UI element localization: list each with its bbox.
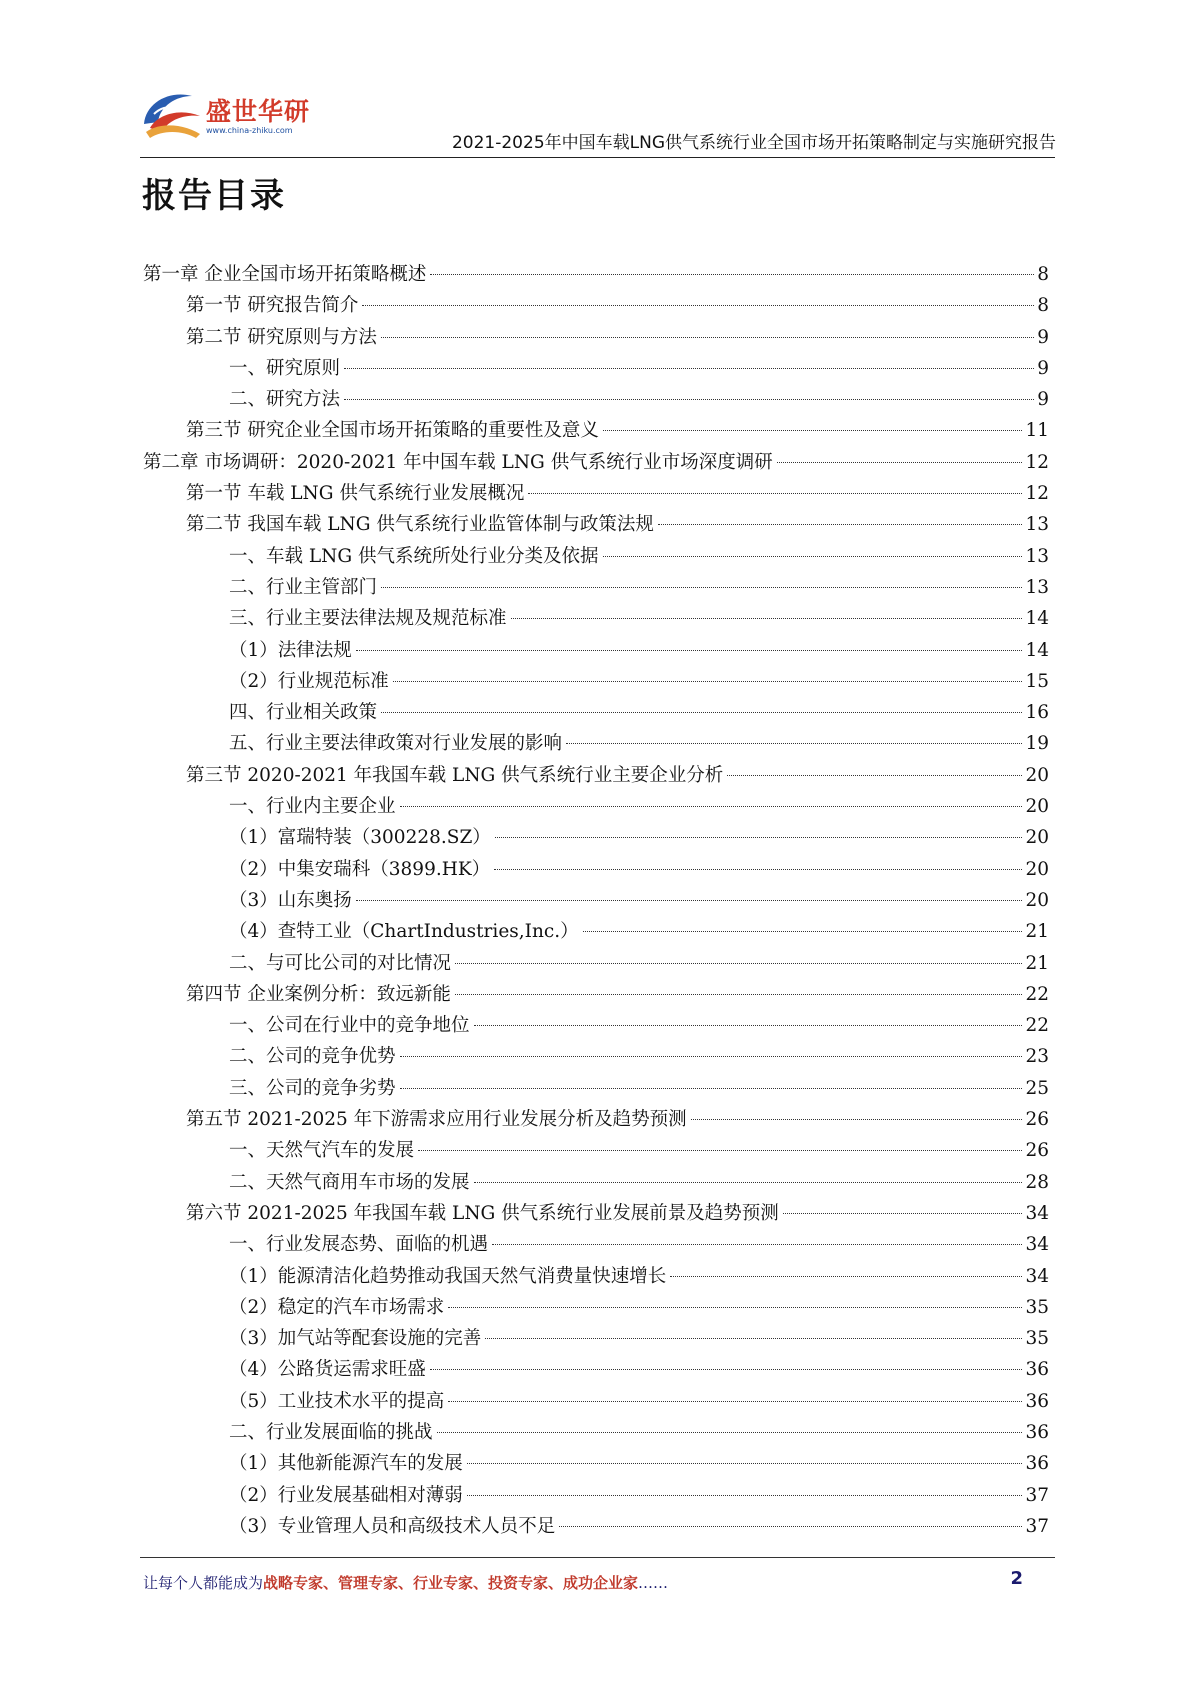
report-title: 2021-2025年中国车载LNG供气系统行业全国市场开拓策略制定与实施研究报告: [451, 133, 1056, 153]
toc-entry[interactable]: [143, 1293, 1049, 1324]
toc-entry-page: 12: [1025, 483, 1049, 505]
toc-entry[interactable]: [143, 1481, 1049, 1512]
toc-dot-leader: [448, 1401, 1022, 1402]
toc-entry-page: 34: [1025, 1234, 1049, 1256]
toc-entry-page: 36: [1025, 1453, 1049, 1475]
toc-entry-title: （4）查特工业（ChartIndustries,Inc.）: [229, 921, 579, 943]
toc-entry-page: 37: [1025, 1484, 1049, 1506]
toc-entry[interactable]: [143, 1136, 1049, 1167]
toc-dot-leader: [783, 1213, 1023, 1214]
toc-entry-title: 第六节 2021-2025 年我国车载 LNG 供气系统行业发展前景及趋势预测: [186, 1202, 779, 1224]
toc-dot-leader: [381, 337, 1034, 338]
toc-entry-title: 三、公司的竞争劣势: [229, 1077, 396, 1099]
toc-dot-leader: [418, 1150, 1022, 1151]
toc-dot-leader: [691, 1119, 1023, 1120]
toc-entry[interactable]: [143, 1512, 1049, 1543]
toc-entry[interactable]: [143, 1105, 1049, 1136]
toc-entry-title: 一、行业发展态势、面临的机遇: [229, 1234, 489, 1256]
toc-dot-leader: [356, 900, 1023, 901]
toc-entry[interactable]: [143, 698, 1049, 729]
toc-dot-leader: [492, 1244, 1022, 1245]
toc-entry[interactable]: [143, 1449, 1049, 1480]
toc-dot-leader: [467, 1495, 1023, 1496]
toc-dot-leader: [528, 493, 1022, 494]
toc-entry-title: 二、行业主管部门: [229, 576, 378, 598]
toc-entry[interactable]: [143, 636, 1049, 667]
toc-entry-page: 8: [1037, 295, 1049, 317]
toc-entry-title: 第一节 研究报告简介: [186, 295, 359, 317]
table-of-contents: [143, 260, 1049, 1543]
toc-entry[interactable]: [143, 886, 1049, 917]
page-title: 报告目录: [142, 176, 286, 216]
toc-entry-page: 14: [1025, 639, 1049, 661]
toc-entry-title: （2）稳定的汽车市场需求: [229, 1296, 445, 1318]
toc-entry-page: 23: [1025, 1046, 1049, 1068]
toc-entry-title: 第二节 研究原则与方法: [186, 326, 377, 348]
toc-entry-page: 12: [1025, 451, 1049, 473]
footer-emphasis: 战略专家、管理专家、行业专家、投资专家、成功企业家: [263, 1574, 639, 1592]
toc-entry-title: 四、行业相关政策: [229, 702, 378, 724]
toc-entry-page: 36: [1025, 1421, 1049, 1443]
toc-dot-leader: [485, 1338, 1022, 1339]
toc-entry[interactable]: [143, 385, 1049, 416]
toc-entry-title: （1）其他新能源汽车的发展: [229, 1453, 463, 1475]
toc-entry[interactable]: [143, 667, 1049, 698]
toc-entry-page: 15: [1025, 670, 1049, 692]
toc-entry-title: 一、天然气汽车的发展: [229, 1140, 415, 1162]
toc-entry-page: 26: [1025, 1140, 1049, 1162]
toc-entry-page: 28: [1025, 1171, 1049, 1193]
toc-entry[interactable]: [143, 479, 1049, 510]
toc-entry-title: （1）富瑞特装（300228.SZ）: [229, 827, 491, 849]
toc-dot-leader: [381, 587, 1022, 588]
toc-dot-leader: [448, 1307, 1022, 1308]
toc-dot-leader: [455, 994, 1023, 995]
toc-entry-page: 20: [1025, 827, 1049, 849]
toc-dot-leader: [474, 1025, 1023, 1026]
toc-dot-leader: [400, 1056, 1023, 1057]
toc-entry-title: 第三节 2020-2021 年我国车载 LNG 供气系统行业主要企业分析: [186, 764, 724, 786]
toc-entry[interactable]: [143, 1418, 1049, 1449]
toc-dot-leader: [344, 368, 1034, 369]
toc-entry[interactable]: [143, 1324, 1049, 1355]
toc-entry-title: （4）公路货运需求旺盛: [229, 1359, 426, 1381]
toc-entry-title: （2）行业规范标准: [229, 670, 389, 692]
toc-entry[interactable]: [143, 323, 1049, 354]
toc-dot-leader: [494, 869, 1022, 870]
toc-entry-page: 21: [1025, 952, 1049, 974]
toc-entry[interactable]: [143, 542, 1049, 573]
toc-entry-page: 26: [1025, 1109, 1049, 1131]
toc-dot-leader: [467, 1463, 1023, 1464]
toc-entry-title: （2）中集安瑞科（3899.HK）: [229, 858, 491, 880]
toc-entry-title: 五、行业主要法律政策对行业发展的影响: [229, 733, 563, 755]
toc-dot-leader: [430, 1369, 1023, 1370]
toc-entry[interactable]: [143, 1199, 1049, 1230]
toc-entry-page: 13: [1025, 514, 1049, 536]
toc-entry-page: 9: [1037, 389, 1049, 411]
toc-dot-leader: [670, 1276, 1022, 1277]
toc-entry-title: 第一章 企业全国市场开拓策略概述: [143, 264, 427, 285]
toc-entry-page: 21: [1025, 921, 1049, 943]
toc-entry[interactable]: [143, 510, 1049, 541]
brand-url: www.china-zhiku.com: [206, 126, 293, 135]
toc-entry[interactable]: [143, 792, 1049, 823]
toc-dot-leader: [362, 305, 1034, 306]
toc-entry-title: 第三节 研究企业全国市场开拓策略的重要性及意义: [186, 420, 599, 442]
toc-entry-page: 22: [1025, 983, 1049, 1005]
toc-dot-leader: [658, 524, 1023, 525]
toc-entry-page: 13: [1025, 545, 1049, 567]
toc-entry[interactable]: [143, 1230, 1049, 1261]
toc-entry[interactable]: [143, 573, 1049, 604]
toc-entry[interactable]: [143, 1042, 1049, 1073]
toc-entry[interactable]: [143, 1262, 1049, 1293]
toc-dot-leader: [474, 1182, 1023, 1183]
toc-entry-title: 一、行业内主要企业: [229, 796, 396, 818]
brand-name: 盛世华研: [206, 97, 311, 126]
toc-entry-title: 一、车载 LNG 供气系统所处行业分类及依据: [229, 545, 599, 567]
toc-entry-page: 11: [1025, 420, 1049, 442]
toc-entry[interactable]: [143, 980, 1049, 1011]
toc-dot-leader: [777, 462, 1023, 463]
footer-divider: [140, 1557, 1055, 1558]
toc-dot-leader: [566, 743, 1022, 744]
toc-dot-leader: [583, 931, 1023, 932]
toc-entry-page: 35: [1025, 1328, 1049, 1350]
toc-dot-leader: [400, 806, 1023, 807]
toc-entry-title: 第二节 我国车载 LNG 供气系统行业监管体制与政策法规: [186, 514, 654, 536]
toc-entry-title: 第四节 企业案例分析：致远新能: [186, 983, 451, 1005]
toc-entry-title: 一、研究原则: [229, 357, 341, 379]
page-number: 2: [1010, 1568, 1023, 1589]
toc-entry-page: 9: [1037, 357, 1049, 379]
toc-entry-page: 34: [1025, 1265, 1049, 1287]
toc-entry-page: 16: [1025, 702, 1049, 724]
toc-entry-title: 二、研究方法: [229, 389, 341, 411]
toc-entry[interactable]: [143, 1387, 1049, 1418]
toc-entry[interactable]: [143, 448, 1049, 479]
toc-entry-page: 37: [1025, 1515, 1049, 1537]
header-divider: [140, 157, 1055, 158]
toc-entry-title: （3）加气站等配套设施的完善: [229, 1328, 482, 1350]
toc-entry[interactable]: [143, 1074, 1049, 1105]
toc-dot-leader: [393, 681, 1023, 682]
toc-dot-leader: [511, 618, 1023, 619]
toc-dot-leader: [437, 1432, 1023, 1433]
toc-entry-title: （5）工业技术水平的提高: [229, 1390, 445, 1412]
toc-entry-page: 20: [1025, 889, 1049, 911]
toc-entry-page: 35: [1025, 1296, 1049, 1318]
toc-dot-leader: [603, 556, 1023, 557]
toc-entry-page: 19: [1025, 733, 1049, 755]
toc-entry[interactable]: [143, 1168, 1049, 1199]
toc-entry-title: 二、公司的竞争优势: [229, 1046, 396, 1068]
toc-entry-title: 第五节 2021-2025 年下游需求应用行业发展分析及趋势预测: [186, 1109, 687, 1131]
toc-dot-leader: [559, 1526, 1022, 1527]
toc-entry[interactable]: [143, 949, 1049, 980]
toc-dot-leader: [603, 430, 1023, 431]
toc-entry-title: 二、天然气商用车市场的发展: [229, 1171, 470, 1193]
toc-entry-page: 20: [1025, 764, 1049, 786]
toc-entry-page: 25: [1025, 1077, 1049, 1099]
toc-entry-title: （2）行业发展基础相对薄弱: [229, 1484, 463, 1506]
toc-entry[interactable]: [143, 416, 1049, 447]
toc-dot-leader: [356, 650, 1023, 651]
toc-entry[interactable]: [143, 761, 1049, 792]
footer-suffix: ……: [638, 1574, 669, 1592]
toc-entry-title: （1）能源清洁化趋势推动我国天然气消费量快速增长: [229, 1265, 667, 1287]
toc-entry-page: 20: [1025, 796, 1049, 818]
toc-entry[interactable]: [143, 1011, 1049, 1042]
toc-entry-page: 14: [1025, 608, 1049, 630]
toc-entry-page: 8: [1037, 264, 1049, 285]
toc-entry[interactable]: [143, 855, 1049, 886]
toc-entry[interactable]: [143, 291, 1049, 322]
toc-entry-title: 二、与可比公司的对比情况: [229, 952, 452, 974]
toc-entry[interactable]: [143, 604, 1049, 635]
toc-entry-title: （1）法律法规: [229, 639, 352, 661]
toc-entry-page: 20: [1025, 858, 1049, 880]
toc-dot-leader: [727, 775, 1022, 776]
toc-entry-title: （3）专业管理人员和高级技术人员不足: [229, 1515, 556, 1537]
toc-entry[interactable]: [143, 354, 1049, 385]
toc-dot-leader: [344, 399, 1034, 400]
toc-entry[interactable]: [143, 1355, 1049, 1386]
toc-entry-page: 22: [1025, 1015, 1049, 1037]
toc-entry-page: 36: [1025, 1359, 1049, 1381]
toc-entry-page: 34: [1025, 1202, 1049, 1224]
toc-entry-title: 二、行业发展面临的挑战: [229, 1421, 433, 1443]
toc-entry-page: 13: [1025, 576, 1049, 598]
toc-entry[interactable]: [143, 917, 1049, 948]
toc-dot-leader: [455, 963, 1022, 964]
toc-entry[interactable]: [143, 260, 1049, 291]
toc-entry-title: 第二章 市场调研：2020-2021 年中国车载 LNG 供气系统行业市场深度调研: [143, 451, 773, 473]
toc-entry-title: （3）山东奥扬: [229, 889, 352, 911]
toc-dot-leader: [400, 1088, 1023, 1089]
toc-entry[interactable]: [143, 729, 1049, 760]
toc-entry-title: 三、行业主要法律法规及规范标准: [229, 608, 507, 630]
footer-slogan: [143, 1572, 668, 1593]
footer-prefix: 让每个人都能成为: [143, 1574, 264, 1592]
toc-dot-leader: [495, 837, 1023, 838]
toc-dot-leader: [381, 712, 1022, 713]
toc-entry-page: 36: [1025, 1390, 1049, 1412]
toc-entry-page: 9: [1037, 326, 1049, 348]
toc-entry-title: 一、公司在行业中的竞争地位: [229, 1015, 470, 1037]
toc-dot-leader: [430, 274, 1034, 275]
toc-entry-title: 第一节 车载 LNG 供气系统行业发展概况: [186, 483, 525, 505]
toc-entry[interactable]: [143, 823, 1049, 854]
